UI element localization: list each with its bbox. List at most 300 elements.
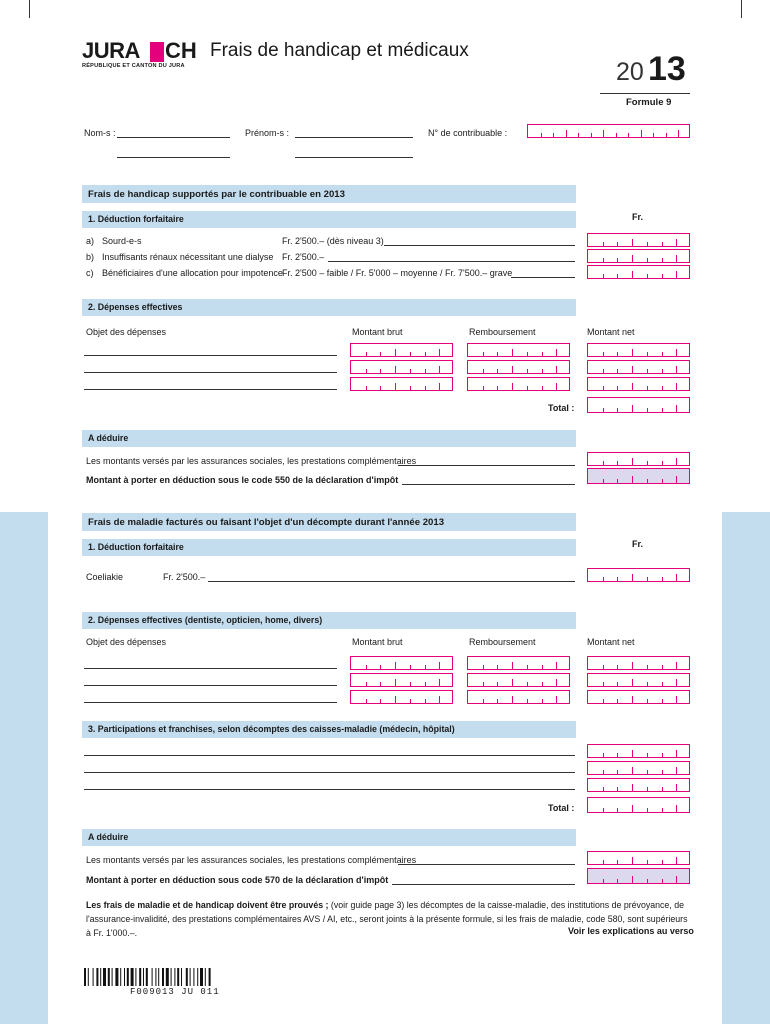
verso-note: Voir les explications au verso bbox=[568, 926, 694, 936]
digit-separator bbox=[425, 386, 426, 390]
digit-separator bbox=[527, 352, 528, 356]
digit-separator bbox=[662, 770, 663, 774]
year-prefix: 20 bbox=[616, 58, 644, 86]
digit-separator bbox=[591, 133, 592, 137]
digit-separator bbox=[380, 665, 381, 669]
digit-separator bbox=[483, 352, 484, 356]
form-title: Frais de handicap et médicaux bbox=[210, 40, 469, 61]
digit-separator bbox=[512, 662, 513, 669]
barcode-bar bbox=[152, 968, 153, 986]
col-net: Montant net bbox=[587, 637, 635, 647]
participation-box[interactable] bbox=[587, 761, 690, 775]
col-brut: Montant brut bbox=[352, 637, 403, 647]
subsection-header bbox=[82, 299, 576, 316]
digit-separator bbox=[410, 352, 411, 356]
digit-separator bbox=[617, 258, 618, 262]
digit-separator bbox=[512, 366, 513, 373]
digit-separator bbox=[497, 369, 498, 373]
digit-separator bbox=[676, 679, 677, 686]
digit-separator bbox=[425, 369, 426, 373]
digit-separator bbox=[647, 787, 648, 791]
digit-separator bbox=[541, 133, 542, 137]
digit-separator bbox=[676, 750, 677, 757]
forfait-title: 1. Déduction forfaitaire bbox=[88, 214, 184, 224]
participation-line[interactable] bbox=[84, 772, 575, 773]
participation-line[interactable] bbox=[84, 755, 575, 756]
contrib-label: N° de contribuable : bbox=[428, 128, 508, 138]
currency-label: Fr. bbox=[632, 212, 644, 222]
digit-separator bbox=[542, 665, 543, 669]
digit-separator bbox=[395, 383, 396, 390]
digit-separator bbox=[542, 386, 543, 390]
digit-separator bbox=[632, 255, 633, 262]
nom-field[interactable] bbox=[117, 137, 230, 138]
deduire-title: A déduire bbox=[88, 832, 129, 842]
digit-separator bbox=[425, 352, 426, 356]
digit-separator bbox=[676, 255, 677, 262]
barcode-bar bbox=[177, 968, 179, 986]
digit-separator bbox=[556, 366, 557, 373]
digit-separator bbox=[542, 682, 543, 686]
digit-separator bbox=[556, 696, 557, 703]
objet-line[interactable] bbox=[84, 389, 337, 390]
digit-separator bbox=[553, 133, 554, 137]
barcode-bar bbox=[166, 968, 169, 986]
digit-separator bbox=[527, 699, 528, 703]
digit-separator bbox=[603, 352, 604, 356]
barcode-bar bbox=[197, 968, 198, 986]
digit-separator bbox=[425, 682, 426, 686]
digit-separator bbox=[497, 352, 498, 356]
coeliakie-amount: Fr. 2'500.– bbox=[163, 572, 206, 582]
digit-separator bbox=[647, 682, 648, 686]
forfait-amount-sourd: Fr. 2'500.– (dès niveau 3) bbox=[282, 236, 384, 246]
digit-separator bbox=[617, 479, 618, 483]
digit-separator bbox=[603, 386, 604, 390]
forfait-label-sourd: Sourd-e-s bbox=[102, 236, 142, 246]
side-band-right bbox=[722, 512, 770, 1024]
digit-separator bbox=[366, 665, 367, 669]
forfait-line-impotence[interactable] bbox=[511, 277, 575, 278]
barcode-bar bbox=[112, 968, 113, 986]
net-box[interactable] bbox=[587, 673, 690, 687]
digit-separator bbox=[647, 386, 648, 390]
objet-line[interactable] bbox=[84, 372, 337, 373]
subsection-header bbox=[82, 721, 576, 738]
deduire-text: Les montants versés par les assurances sociales, les prestations complémentaires bbox=[86, 855, 417, 865]
section-handicap-title: Frais de handicap supportés par le contribuable en 2013 bbox=[88, 189, 345, 200]
digit-separator bbox=[483, 386, 484, 390]
digit-separator bbox=[395, 679, 396, 686]
digit-separator bbox=[678, 130, 679, 137]
digit-separator bbox=[380, 369, 381, 373]
digit-separator bbox=[497, 665, 498, 669]
objet-line[interactable] bbox=[84, 668, 337, 669]
digit-separator bbox=[676, 349, 677, 356]
barcode-bar bbox=[88, 968, 89, 986]
digit-separator bbox=[628, 133, 629, 137]
digit-separator bbox=[662, 787, 663, 791]
note-text: (voir guide page 3) les décomptes de la caisse-maladie, des institutions de prévoyance, de l'assurance-invalidité, des prestations complémentaires AVS / AI, etc., seront joints à la présente formule, si les frais de maladie, code 580, sont supérieurs à Fr. 1'000.–. bbox=[86, 900, 688, 938]
logo-jura: JURA bbox=[82, 38, 140, 63]
logo-subtitle: RÉPUBLIQUE ET CANTON DU JURA bbox=[82, 63, 185, 69]
barcode-bar bbox=[174, 968, 175, 986]
digit-separator bbox=[676, 383, 677, 390]
digit-separator bbox=[556, 383, 557, 390]
barcode-bar bbox=[146, 968, 148, 986]
barcode-bar bbox=[186, 968, 188, 986]
digit-separator bbox=[439, 696, 440, 703]
barcode-bar bbox=[162, 968, 164, 986]
digit-separator bbox=[603, 787, 604, 791]
digit-separator bbox=[603, 577, 604, 581]
forfait-amount-impotence: Fr. 2'500 – faible / Fr. 5'000 – moyenne / Fr. 7'500.– grave bbox=[282, 268, 513, 278]
forfait-label-dialyse: Insuffisants rénaux nécessitant une dialyse bbox=[102, 252, 274, 262]
digit-separator bbox=[380, 386, 381, 390]
remboursement-box[interactable] bbox=[467, 673, 570, 687]
digit-separator bbox=[662, 258, 663, 262]
amount-box-impotence[interactable] bbox=[587, 265, 690, 279]
col-objet: Objet des dépenses bbox=[86, 637, 167, 647]
digit-separator bbox=[603, 369, 604, 373]
deduire-text: Les montants versés par les assurances sociales, les prestations complémentaires bbox=[86, 456, 417, 466]
barcode-bar bbox=[155, 968, 156, 986]
digit-separator bbox=[527, 682, 528, 686]
brut-box[interactable] bbox=[350, 656, 453, 670]
digit-separator bbox=[497, 699, 498, 703]
forfait-amount-dialyse: Fr. 2'500.– bbox=[282, 252, 325, 262]
barcode-bar bbox=[158, 968, 159, 986]
digit-separator bbox=[662, 699, 663, 703]
deduire-box-handicap[interactable] bbox=[587, 452, 690, 466]
deduire-line[interactable] bbox=[398, 864, 575, 865]
digit-separator bbox=[662, 242, 663, 246]
barcode-bar bbox=[200, 968, 203, 986]
digit-separator bbox=[380, 682, 381, 686]
digit-separator bbox=[603, 408, 604, 412]
digit-separator bbox=[632, 662, 633, 669]
amount-box-coeliakie[interactable] bbox=[587, 568, 690, 582]
digit-separator bbox=[632, 767, 633, 774]
digit-separator bbox=[395, 662, 396, 669]
brut-box[interactable] bbox=[350, 690, 453, 704]
digit-separator bbox=[603, 770, 604, 774]
digit-separator bbox=[603, 699, 604, 703]
digit-separator bbox=[647, 479, 648, 483]
forfait-line-dialyse[interactable] bbox=[328, 261, 575, 262]
digit-separator bbox=[617, 879, 618, 883]
barcode-bar bbox=[139, 968, 141, 986]
remboursement-box[interactable] bbox=[467, 690, 570, 704]
deduire-title: A déduire bbox=[88, 433, 129, 443]
remboursement-box[interactable] bbox=[467, 360, 570, 374]
subsection-header bbox=[82, 539, 576, 556]
digit-separator bbox=[410, 369, 411, 373]
digit-separator bbox=[395, 366, 396, 373]
digit-separator bbox=[676, 476, 677, 483]
digit-separator bbox=[380, 699, 381, 703]
digit-separator bbox=[439, 383, 440, 390]
digit-separator bbox=[366, 352, 367, 356]
digit-separator bbox=[647, 274, 648, 278]
nom-field-2[interactable] bbox=[117, 157, 230, 158]
digit-separator bbox=[647, 860, 648, 864]
digit-separator bbox=[647, 577, 648, 581]
digit-separator bbox=[566, 130, 567, 137]
digit-separator bbox=[647, 770, 648, 774]
section-handicap-header bbox=[82, 185, 576, 203]
currency-label: Fr. bbox=[632, 539, 644, 549]
digit-separator bbox=[603, 808, 604, 812]
net-box[interactable] bbox=[587, 360, 690, 374]
digit-separator bbox=[439, 349, 440, 356]
digit-separator bbox=[632, 876, 633, 883]
digit-separator bbox=[542, 352, 543, 356]
digit-separator bbox=[647, 242, 648, 246]
digit-separator bbox=[676, 574, 677, 581]
digit-separator bbox=[603, 879, 604, 883]
digit-separator bbox=[603, 479, 604, 483]
deduire-box-maladie[interactable] bbox=[587, 851, 690, 865]
digit-separator bbox=[662, 461, 663, 465]
digit-separator bbox=[603, 753, 604, 757]
barcode-bar bbox=[209, 968, 211, 986]
nom-label: Nom-s : bbox=[84, 128, 116, 138]
objet-line[interactable] bbox=[84, 702, 337, 703]
digit-separator bbox=[676, 458, 677, 465]
digit-separator bbox=[676, 239, 677, 246]
total-label: Total : bbox=[548, 403, 575, 413]
subsection-header bbox=[82, 430, 576, 447]
digit-separator bbox=[617, 665, 618, 669]
digit-separator bbox=[676, 662, 677, 669]
digit-separator bbox=[617, 682, 618, 686]
digit-separator bbox=[662, 879, 663, 883]
digit-separator bbox=[662, 408, 663, 412]
digit-separator bbox=[483, 699, 484, 703]
digit-separator bbox=[676, 767, 677, 774]
amount-box-sourd[interactable] bbox=[587, 233, 690, 247]
digit-separator bbox=[632, 271, 633, 278]
total-label: Total : bbox=[548, 803, 575, 813]
digit-separator bbox=[439, 679, 440, 686]
digit-separator bbox=[617, 242, 618, 246]
digit-separator bbox=[647, 879, 648, 883]
digit-separator bbox=[662, 753, 663, 757]
prenom-label: Prénom-s : bbox=[245, 128, 290, 138]
brut-box[interactable] bbox=[350, 343, 453, 357]
digit-separator bbox=[542, 369, 543, 373]
barcode-bar bbox=[143, 968, 144, 986]
participation-box[interactable] bbox=[587, 744, 690, 758]
montant-box-570[interactable] bbox=[587, 868, 690, 884]
digit-separator bbox=[653, 133, 654, 137]
digit-separator bbox=[603, 258, 604, 262]
digit-separator bbox=[425, 699, 426, 703]
digit-separator bbox=[527, 369, 528, 373]
digit-separator bbox=[647, 352, 648, 356]
remboursement-box[interactable] bbox=[467, 656, 570, 670]
digit-separator bbox=[632, 805, 633, 812]
logo-ch: CH bbox=[165, 38, 197, 63]
col-net: Montant net bbox=[587, 327, 635, 337]
row-letter: a) bbox=[86, 236, 95, 246]
digit-separator bbox=[632, 349, 633, 356]
digit-separator bbox=[647, 258, 648, 262]
digit-separator bbox=[527, 665, 528, 669]
digit-separator bbox=[617, 369, 618, 373]
digit-separator bbox=[617, 808, 618, 812]
total-box-maladie[interactable] bbox=[587, 797, 690, 813]
digit-separator bbox=[617, 770, 618, 774]
digit-separator bbox=[676, 271, 677, 278]
digit-separator bbox=[632, 458, 633, 465]
digit-separator bbox=[632, 476, 633, 483]
participation-box[interactable] bbox=[587, 778, 690, 792]
digit-separator bbox=[617, 787, 618, 791]
brut-box[interactable] bbox=[350, 673, 453, 687]
section-maladie-header bbox=[82, 513, 576, 531]
net-box[interactable] bbox=[587, 377, 690, 391]
side-band-left bbox=[0, 512, 48, 1024]
digit-separator bbox=[578, 133, 579, 137]
digit-separator bbox=[632, 784, 633, 791]
row-letter: c) bbox=[86, 268, 94, 278]
digit-separator bbox=[662, 274, 663, 278]
montant-text: Montant à porter en déduction sous code 570 de la déclaration d'impôt bbox=[86, 875, 389, 885]
net-box[interactable] bbox=[587, 343, 690, 357]
remboursement-box[interactable] bbox=[467, 343, 570, 357]
forfait-line-sourd[interactable] bbox=[384, 245, 575, 246]
barcode-bar bbox=[127, 968, 129, 986]
digit-separator bbox=[556, 349, 557, 356]
prenom-field[interactable] bbox=[295, 137, 413, 138]
coeliakie-line[interactable] bbox=[208, 581, 575, 582]
digit-separator bbox=[603, 242, 604, 246]
digit-separator bbox=[632, 366, 633, 373]
participation-line[interactable] bbox=[84, 789, 575, 790]
digit-separator bbox=[617, 860, 618, 864]
barcode bbox=[84, 968, 244, 986]
effectives-title: 2. Dépenses effectives (dentiste, opticien, home, divers) bbox=[88, 615, 323, 625]
digit-separator bbox=[632, 750, 633, 757]
barcode-bar bbox=[108, 968, 110, 986]
brut-box[interactable] bbox=[350, 360, 453, 374]
contrib-number-field[interactable] bbox=[527, 124, 690, 138]
row-letter: b) bbox=[86, 252, 95, 262]
col-remb: Remboursement bbox=[469, 637, 536, 647]
digit-separator bbox=[512, 349, 513, 356]
montant-line[interactable] bbox=[402, 484, 575, 485]
digit-separator bbox=[676, 405, 677, 412]
digit-separator bbox=[616, 133, 617, 137]
coeliakie-label: Coeliakie bbox=[86, 572, 124, 582]
digit-separator bbox=[676, 805, 677, 812]
digit-separator bbox=[556, 662, 557, 669]
forfait-label-impotence: Bénéficiaires d'une allocation pour impotence bbox=[102, 268, 283, 278]
subsection-header bbox=[82, 211, 576, 228]
digit-separator bbox=[483, 665, 484, 669]
digit-separator bbox=[439, 662, 440, 669]
digit-separator bbox=[483, 369, 484, 373]
digit-separator bbox=[662, 386, 663, 390]
participations-title: 3. Participations et franchises, selon décomptes des caisses-maladie (médecin, hôpital) bbox=[88, 724, 455, 734]
section-maladie-title: Frais de maladie facturés ou faisant l'objet d'un décompte durant l'année 2013 bbox=[88, 517, 445, 528]
digit-separator bbox=[632, 679, 633, 686]
col-objet: Objet des dépenses bbox=[86, 327, 167, 337]
digit-separator bbox=[395, 349, 396, 356]
digit-separator bbox=[439, 366, 440, 373]
digit-separator bbox=[617, 274, 618, 278]
amount-box-dialyse[interactable] bbox=[587, 249, 690, 263]
barcode-bar bbox=[193, 968, 194, 986]
digit-separator bbox=[676, 784, 677, 791]
digit-separator bbox=[662, 808, 663, 812]
digit-separator bbox=[617, 577, 618, 581]
digit-separator bbox=[366, 682, 367, 686]
digit-separator bbox=[632, 405, 633, 412]
forfait-title: 1. Déduction forfaitaire bbox=[88, 542, 184, 552]
objet-line[interactable] bbox=[84, 355, 337, 356]
montant-line[interactable] bbox=[392, 884, 575, 885]
remboursement-box[interactable] bbox=[467, 377, 570, 391]
barcode-bar bbox=[100, 968, 101, 986]
digit-separator bbox=[395, 696, 396, 703]
divider bbox=[600, 93, 690, 94]
digit-separator bbox=[617, 699, 618, 703]
brut-box[interactable] bbox=[350, 377, 453, 391]
digit-separator bbox=[647, 461, 648, 465]
digit-separator bbox=[632, 857, 633, 864]
digit-separator bbox=[662, 352, 663, 356]
deduire-line[interactable] bbox=[398, 465, 575, 466]
digit-separator bbox=[512, 679, 513, 686]
digit-separator bbox=[603, 860, 604, 864]
digit-separator bbox=[632, 383, 633, 390]
prenom-field-2[interactable] bbox=[295, 157, 413, 158]
digit-separator bbox=[603, 130, 604, 137]
digit-separator bbox=[662, 682, 663, 686]
barcode-bar bbox=[135, 968, 136, 986]
barcode-bar bbox=[181, 968, 182, 986]
digit-separator bbox=[647, 699, 648, 703]
note-bold: Les frais de maladie et de handicap doivent être prouvés ; bbox=[86, 900, 329, 910]
digit-separator bbox=[632, 696, 633, 703]
digit-separator bbox=[527, 386, 528, 390]
digit-separator bbox=[542, 699, 543, 703]
digit-separator bbox=[662, 369, 663, 373]
col-brut: Montant brut bbox=[352, 327, 403, 337]
barcode-bar bbox=[171, 968, 172, 986]
net-box[interactable] bbox=[587, 690, 690, 704]
total-box-handicap[interactable] bbox=[587, 397, 690, 413]
digit-separator bbox=[366, 369, 367, 373]
digit-separator bbox=[676, 366, 677, 373]
digit-separator bbox=[410, 682, 411, 686]
objet-line[interactable] bbox=[84, 685, 337, 686]
digit-separator bbox=[676, 857, 677, 864]
subsection-header bbox=[82, 612, 576, 629]
digit-separator bbox=[512, 383, 513, 390]
digit-separator bbox=[632, 239, 633, 246]
digit-separator bbox=[410, 665, 411, 669]
montant-box-550[interactable] bbox=[587, 468, 690, 484]
effectives-title: 2. Dépenses effectives bbox=[88, 302, 183, 312]
net-box[interactable] bbox=[587, 656, 690, 670]
digit-separator bbox=[647, 753, 648, 757]
year-suffix: 13 bbox=[648, 50, 686, 88]
digit-separator bbox=[380, 352, 381, 356]
